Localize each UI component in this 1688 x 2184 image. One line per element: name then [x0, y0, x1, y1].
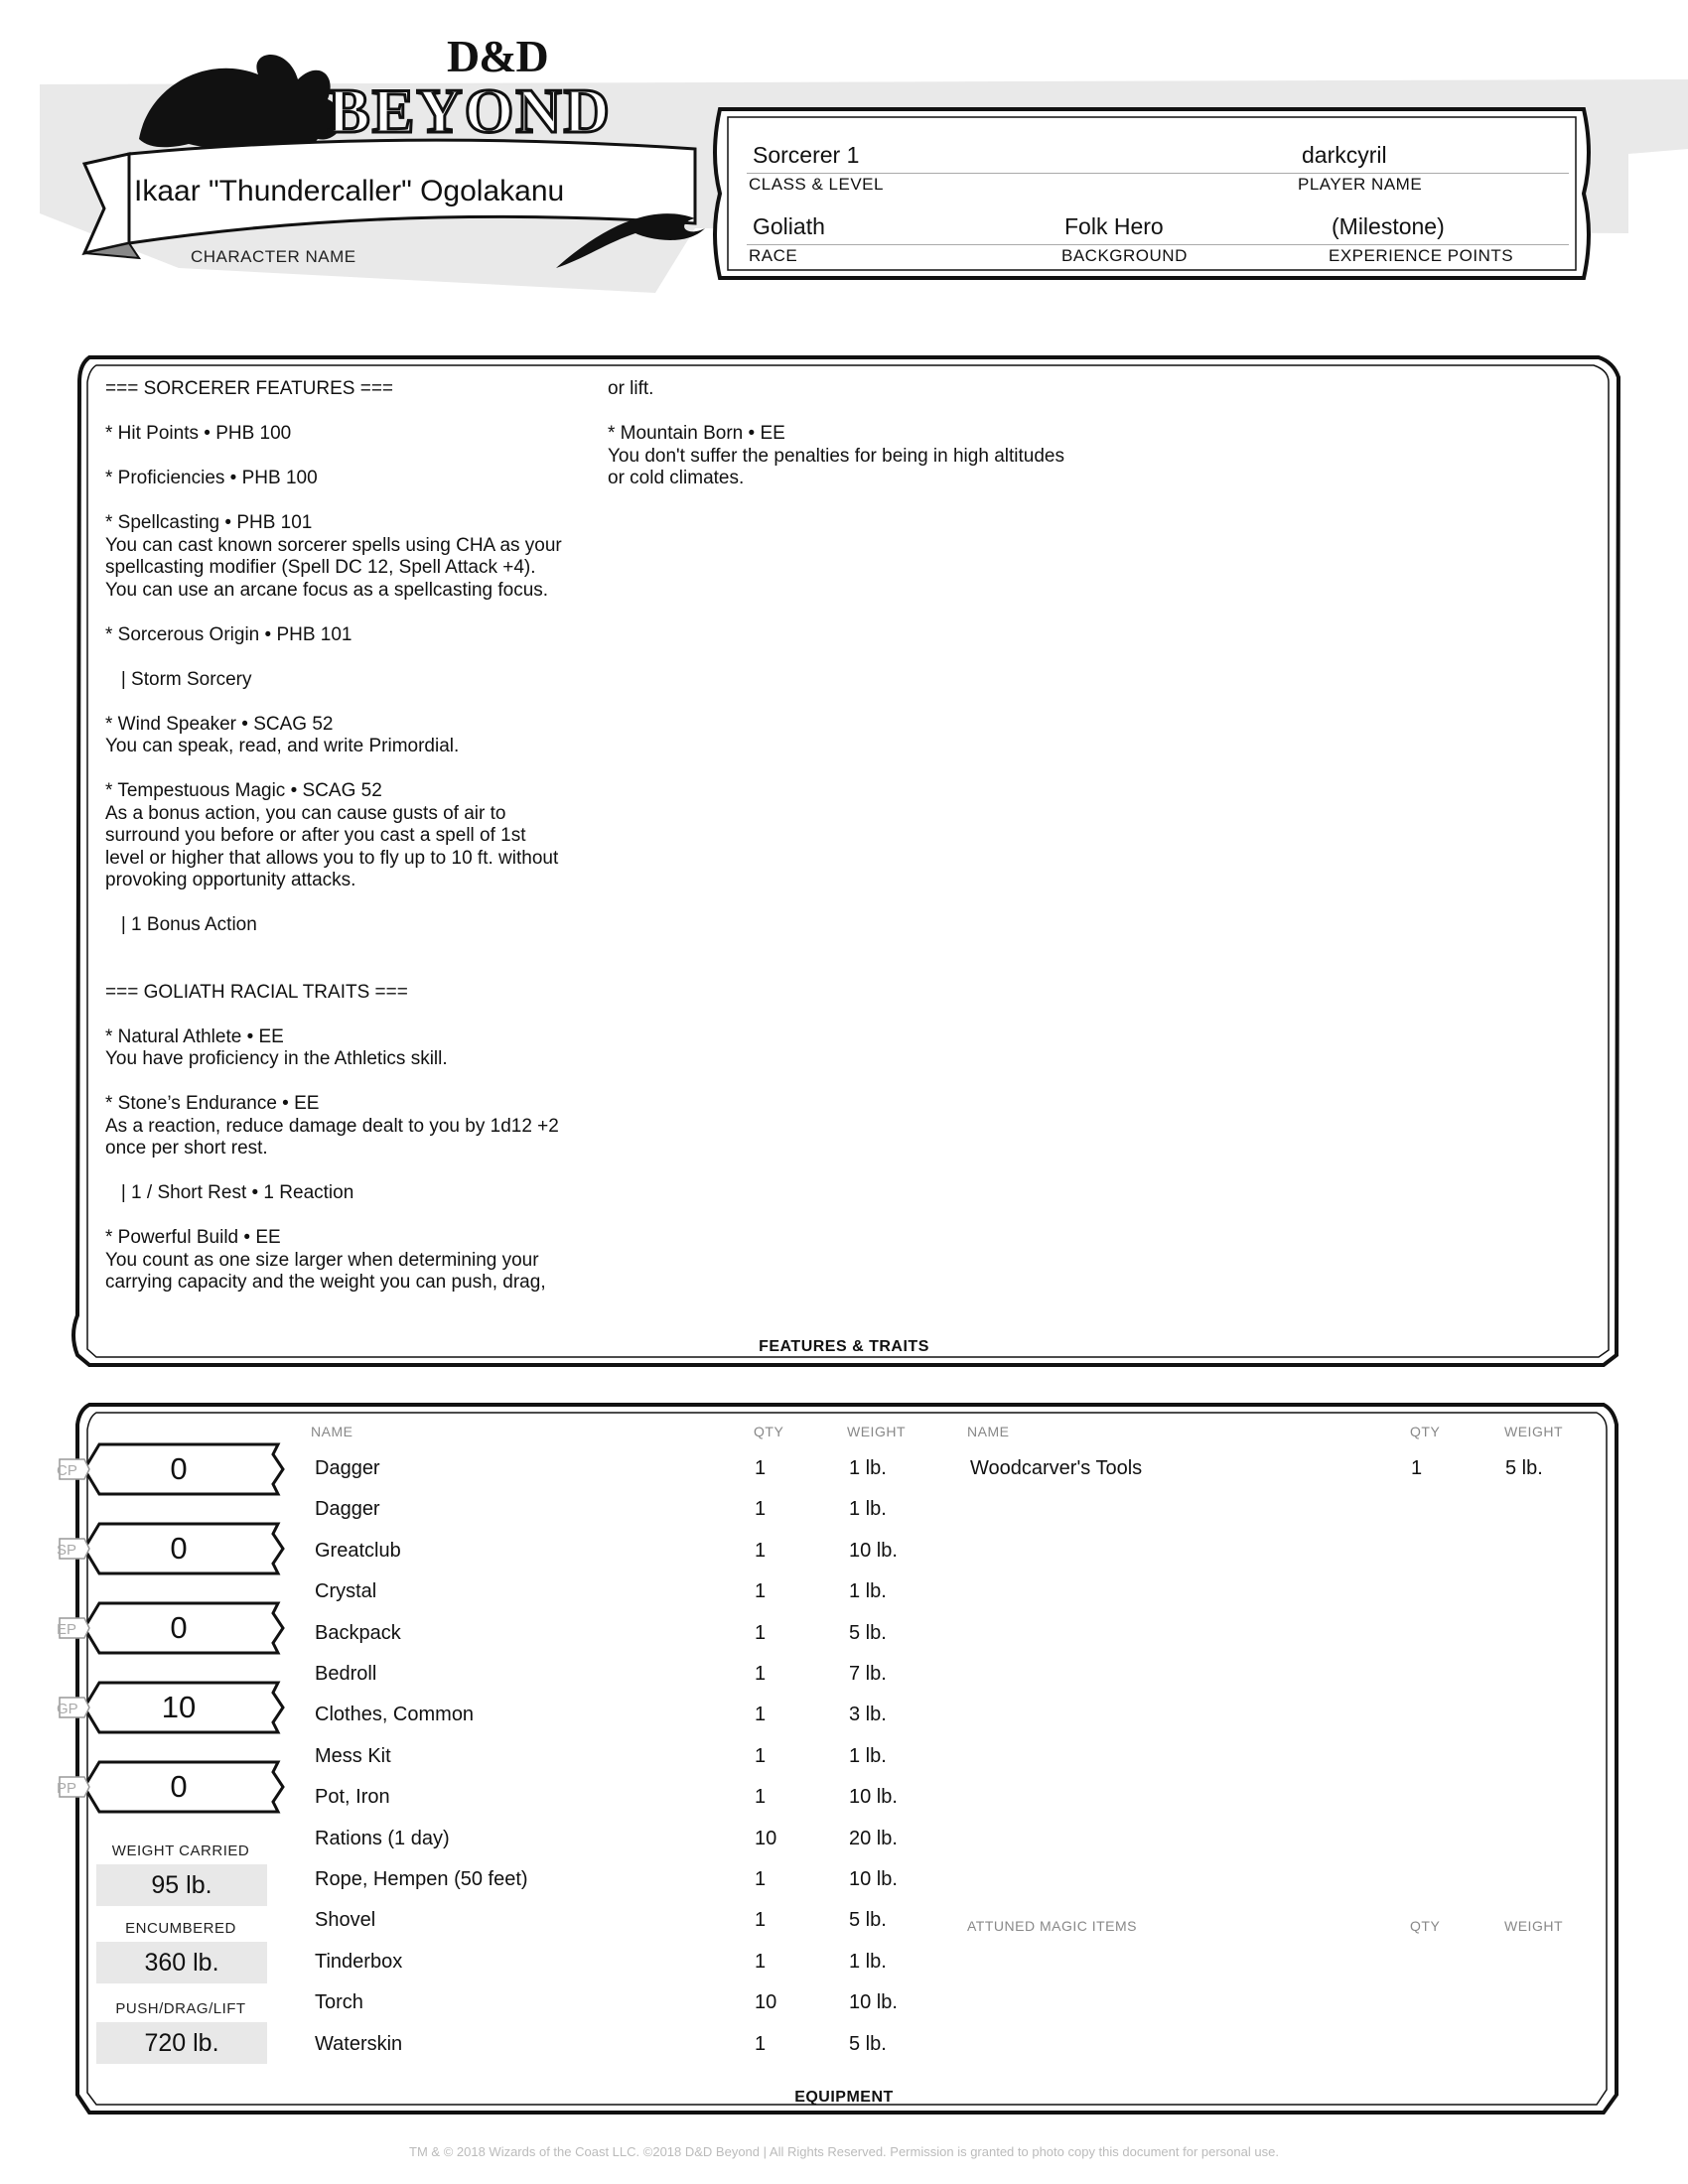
equipment-item-weight[interactable]: 10 lb. — [849, 1868, 898, 1890]
equipment-item-qty[interactable]: 1 — [755, 1580, 767, 1602]
dragon-icon — [139, 55, 343, 153]
equipment-item-weight[interactable]: 1 lb. — [849, 1951, 887, 1973]
eq-right-name-header: NAME — [967, 1424, 1010, 1439]
equipment-item-name[interactable]: Torch — [315, 1991, 363, 2013]
equipment-item-qty[interactable]: 1 — [755, 1498, 767, 1520]
player-name-label: PLAYER NAME — [1298, 175, 1423, 194]
equipment-item-name[interactable]: Mess Kit — [315, 1745, 391, 1767]
cp-label: CP — [57, 1462, 77, 1479]
eq-right-weight-header: WEIGHT — [1504, 1424, 1563, 1439]
equipment-title: EQUIPMENT — [794, 2089, 894, 2106]
class-level-label: CLASS & LEVEL — [749, 175, 884, 194]
attuned-qty-header: QTY — [1410, 1918, 1441, 1934]
eq-qty-header: QTY — [754, 1424, 784, 1439]
race-rule — [747, 244, 1569, 245]
character-name-label: CHARACTER NAME — [191, 247, 356, 266]
equipment-item-weight[interactable]: 1 lb. — [849, 1745, 887, 1767]
cp-value[interactable]: 0 — [170, 1451, 188, 1486]
equipment-item-name[interactable]: Pot, Iron — [315, 1786, 390, 1808]
push-drag-lift-label: PUSH/DRAG/LIFT — [115, 2000, 246, 2017]
equipment-item-name[interactable]: Rations (1 day) — [315, 1828, 450, 1849]
features-title: FEATURES & TRAITS — [759, 1338, 929, 1355]
equipment-item-name[interactable]: Tinderbox — [315, 1951, 403, 1973]
class-level-rule — [747, 173, 1569, 174]
encumbered-value: 360 lb. — [96, 1942, 267, 1983]
equipment-item-name[interactable]: Waterskin — [315, 2033, 403, 2055]
character-name[interactable]: Ikaar "Thundercaller" Ogolakanu — [134, 175, 565, 207]
encumbered-label: ENCUMBERED — [125, 1920, 236, 1937]
equipment-item-qty[interactable]: 1 — [755, 1704, 767, 1725]
features-right-column: or lift. * Mountain Born • EE You don't suffer the penalties for being in high altitudes or cold climates. — [608, 378, 1064, 488]
race-label: RACE — [749, 246, 798, 265]
equipment-item-weight[interactable]: 20 lb. — [849, 1828, 898, 1849]
beyond-logo: BEYOND — [328, 75, 612, 146]
equipment-item-qty[interactable]: 1 — [755, 1745, 767, 1767]
race-value[interactable]: Goliath — [753, 213, 825, 239]
push-drag-lift-value: 720 lb. — [96, 2022, 267, 2064]
equipment-item-qty[interactable]: 10 — [755, 1828, 777, 1849]
weight-carried-label: WEIGHT CARRIED — [111, 1843, 250, 1859]
pp-value[interactable]: 0 — [170, 1769, 188, 1804]
equipment-item-qty[interactable]: 10 — [755, 1991, 777, 2013]
experience-label: EXPERIENCE POINTS — [1329, 246, 1514, 265]
equipment-item-name[interactable]: Greatclub — [315, 1540, 401, 1562]
equipment-item-weight[interactable]: 10 lb. — [849, 1540, 898, 1562]
features-left-column: === SORCERER FEATURES === * Hit Points • PHB 100 * Proficiencies • PHB 100 * Spellcasting • PHB 101 You can cast known sorcerer spells using CHA as your spellcasting modifier (Spell DC 12, Spell Attack +4). You can use an arcane focus as a spellcasting focus. * Sorcerous Origin • PHB 101 | Storm Sorcery * Wind Speaker • SCAG 52 You can speak, read, and write Primordial. * Tempestuous Magic • SCAG 52 As a bonus action, you can cause gusts of air to surround you before or after you cast a spell of 1st level or higher that allows you to fly up to 10 ft. without provoking opportunity attacks. | 1 Bonus Action === GOLIATH RACIAL TRAITS === * Natural Athlete • EE You have proficiency in the Athletics skill. * Stone’s Endurance • EE As a reaction, reduce damage dealt to you by 1d12 +2 once per short rest. | 1 / Short Rest • 1 Reaction * Powerful Build • EE You count as one size larger when determining your carrying capacity and the weight you can push, drag, — [105, 378, 562, 1293]
background-value[interactable]: Folk Hero — [1064, 213, 1164, 239]
equipment-item-name[interactable]: Crystal — [315, 1580, 377, 1602]
experience-value[interactable]: (Milestone) — [1332, 213, 1445, 239]
equipment-item-name[interactable]: Shovel — [315, 1909, 376, 1931]
equipment-item-weight[interactable]: 1 lb. — [849, 1498, 887, 1520]
equipment-item-weight[interactable]: 5 lb. — [849, 1622, 887, 1644]
equipment-item-qty[interactable]: 1 — [755, 1457, 767, 1479]
gp-value[interactable]: 10 — [161, 1690, 197, 1724]
dnd-logo: D&D — [447, 31, 548, 81]
equipment-item-name[interactable]: Dagger — [315, 1498, 380, 1520]
right-item-weight[interactable]: 5 lb. — [1505, 1457, 1543, 1479]
equipment-item-weight[interactable]: 7 lb. — [849, 1663, 887, 1685]
background-label: BACKGROUND — [1061, 246, 1188, 265]
equipment-item-name[interactable]: Dagger — [315, 1457, 380, 1479]
equipment-item-weight[interactable]: 5 lb. — [849, 2033, 887, 2055]
pp-label: PP — [57, 1780, 77, 1797]
copyright-footer: TM & © 2018 Wizards of the Coast LLC. ©2018 D&D Beyond | All Rights Reserved. Permission is granted to photo copy this document for personal use. — [409, 2144, 1279, 2159]
equipment-item-qty[interactable]: 1 — [755, 1540, 767, 1562]
right-item-qty[interactable]: 1 — [1411, 1457, 1423, 1479]
equipment-item-qty[interactable]: 1 — [755, 1951, 767, 1973]
gp-label: GP — [57, 1701, 78, 1717]
player-name-value[interactable]: darkcyril — [1302, 142, 1387, 168]
equipment-item-name[interactable]: Bedroll — [315, 1663, 377, 1685]
equipment-item-weight[interactable]: 10 lb. — [849, 1786, 898, 1808]
ep-label: EP — [57, 1621, 77, 1638]
eq-name-header: NAME — [311, 1424, 353, 1439]
equipment-item-qty[interactable]: 1 — [755, 1622, 767, 1644]
equipment-item-qty[interactable]: 1 — [755, 1786, 767, 1808]
equipment-item-qty[interactable]: 1 — [755, 1663, 767, 1685]
right-item-name[interactable]: Woodcarver's Tools — [970, 1457, 1143, 1479]
equipment-item-weight[interactable]: 1 lb. — [849, 1457, 887, 1479]
equipment-item-weight[interactable]: 10 lb. — [849, 1991, 898, 2013]
class-level-value[interactable]: Sorcerer 1 — [753, 142, 860, 168]
attuned-weight-header: WEIGHT — [1504, 1918, 1563, 1934]
equipment-item-qty[interactable]: 1 — [755, 1909, 767, 1931]
attuned-header: ATTUNED MAGIC ITEMS — [967, 1918, 1138, 1934]
eq-right-qty-header: QTY — [1410, 1424, 1441, 1439]
weight-carried-value: 95 lb. — [96, 1864, 267, 1906]
sp-value[interactable]: 0 — [170, 1531, 188, 1566]
equipment-item-name[interactable]: Clothes, Common — [315, 1704, 475, 1725]
eq-weight-header: WEIGHT — [847, 1424, 906, 1439]
equipment-item-qty[interactable]: 1 — [755, 2033, 767, 2055]
equipment-item-qty[interactable]: 1 — [755, 1868, 767, 1890]
equipment-item-name[interactable]: Rope, Hempen (50 feet) — [315, 1868, 528, 1890]
equipment-item-weight[interactable]: 3 lb. — [849, 1704, 887, 1725]
equipment-item-weight[interactable]: 5 lb. — [849, 1909, 887, 1931]
equipment-item-weight[interactable]: 1 lb. — [849, 1580, 887, 1602]
equipment-item-name[interactable]: Backpack — [315, 1622, 401, 1644]
ep-value[interactable]: 0 — [170, 1610, 188, 1645]
sp-label: SP — [57, 1542, 77, 1559]
